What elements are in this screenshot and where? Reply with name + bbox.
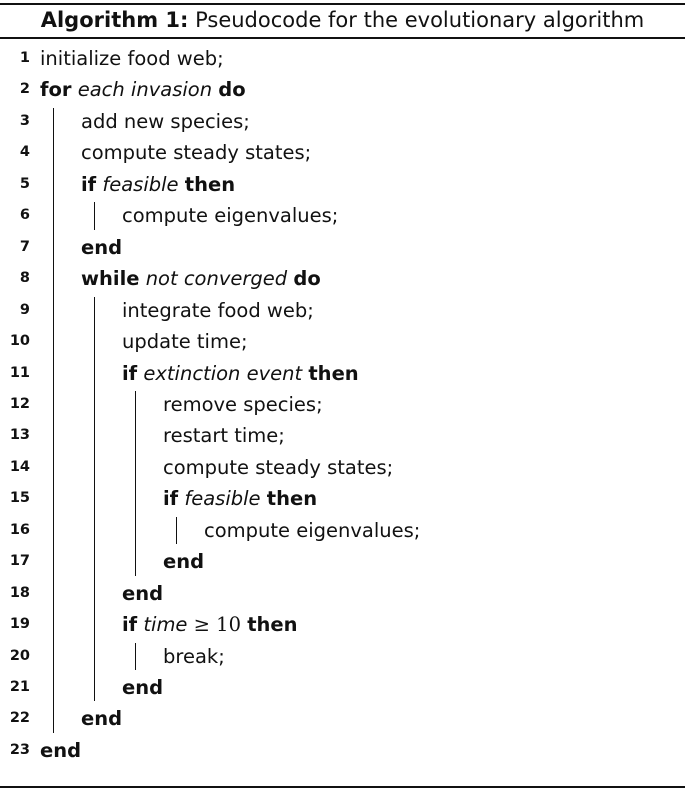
code-line [0,578,685,609]
keyword: while [81,267,140,291]
math-expression: ≥ 10 [193,613,241,637]
line-number: 1 [19,50,30,66]
keyword: if [81,172,97,196]
statement-text: add new species; [81,109,250,133]
line-code [40,43,224,74]
statement-text: integrate food web; [122,298,314,322]
line-number: 16 [9,521,30,538]
code-line [0,358,685,389]
condition: feasible [184,487,261,511]
line-code [122,358,359,389]
keyword: end [81,707,123,731]
line-number: 19 [9,616,30,633]
line-code [81,263,321,294]
code-line [0,106,685,137]
code-line [0,43,685,74]
caption-title: Pseudocode for the evolutionary algorithm [195,8,645,32]
code-line [0,515,685,546]
block-bar [176,517,177,544]
line-code [122,609,298,640]
keyword: then [308,361,359,385]
statement-text: break; [163,644,225,668]
line-number: 13 [9,427,30,444]
code-line [0,483,685,514]
line-code [163,452,393,483]
line-code [81,232,122,263]
code-line [0,452,685,483]
condition: each invasion [77,78,213,102]
code-line [0,420,685,451]
code-line [0,232,685,263]
statement-text: compute steady states; [163,455,394,479]
line-code [40,735,81,766]
code-line [0,326,685,357]
caption-label: Algorithm 1: [40,8,189,32]
keyword: if [163,487,179,511]
line-code [163,546,204,577]
statement-text: compute eigenvalues; [204,518,421,542]
keyword: for [40,78,72,102]
line-number: 8 [19,270,30,287]
code-line [0,546,685,577]
line-code [81,106,250,137]
code-line [0,735,685,766]
line-code [40,74,246,105]
code-line [0,137,685,168]
statement-text: remove species; [163,392,323,416]
keyword: do [218,78,246,102]
keyword: then [266,487,318,511]
line-number: 15 [9,490,30,507]
keyword: then [247,613,298,637]
line-number: 23 [9,741,30,758]
keyword: if [122,361,138,385]
line-code [122,326,248,357]
block-bar [94,297,95,702]
code-line [0,703,685,734]
block-bar [135,643,136,670]
line-code [81,137,311,168]
keyword: if [122,613,138,637]
line-number: 17 [9,553,30,570]
statement-text: restart time; [163,424,285,448]
code-line [0,295,685,326]
condition: not converged [145,267,288,291]
line-code [163,641,225,672]
bottom-rule [0,786,685,788]
code-line [0,609,685,640]
line-number: 4 [19,144,30,161]
line-code [122,295,314,326]
keyword: end [81,235,123,259]
code-line [0,389,685,420]
line-number: 11 [9,364,30,381]
line-code [122,578,163,609]
line-number: 12 [9,395,30,412]
code-line [0,641,685,672]
block-bar [94,202,95,229]
line-code [81,169,235,200]
line-number: 3 [19,112,30,129]
line-code [163,483,317,514]
line-code [163,420,285,451]
line-code [204,515,420,546]
code-line [0,263,685,294]
code-line [0,74,685,105]
keyword: end [40,738,82,762]
line-number: 14 [9,458,30,475]
line-number: 10 [9,333,30,350]
keyword: end [122,676,164,699]
statement-text: update time; [122,330,248,354]
code-line [0,672,685,703]
statement-text: initialize food web; [40,47,224,70]
block-bar [53,108,54,733]
line-number: 6 [19,207,30,224]
line-number: 20 [9,647,30,664]
line-number: 7 [19,238,30,255]
caption-rule [0,37,685,39]
algorithm-caption [0,5,685,36]
line-code [122,672,163,703]
keyword: end [163,550,205,574]
condition: feasible [102,172,179,196]
statement-text: compute steady states; [81,141,312,165]
line-code [81,703,122,734]
line-code [122,200,338,231]
line-number: 21 [9,679,30,695]
condition: time [143,613,188,637]
line-number: 2 [19,81,30,98]
line-number: 18 [9,584,30,601]
line-number: 22 [9,710,30,727]
statement-text: compute eigenvalues; [122,204,339,228]
keyword: then [184,172,236,196]
block-bar [135,391,136,576]
keyword: end [122,581,164,605]
condition: extinction event [143,361,303,385]
code-line [0,200,685,231]
code-line [0,169,685,200]
keyword: do [293,267,321,291]
line-code [163,389,323,420]
line-number: 9 [19,301,30,318]
line-number: 5 [19,175,30,192]
